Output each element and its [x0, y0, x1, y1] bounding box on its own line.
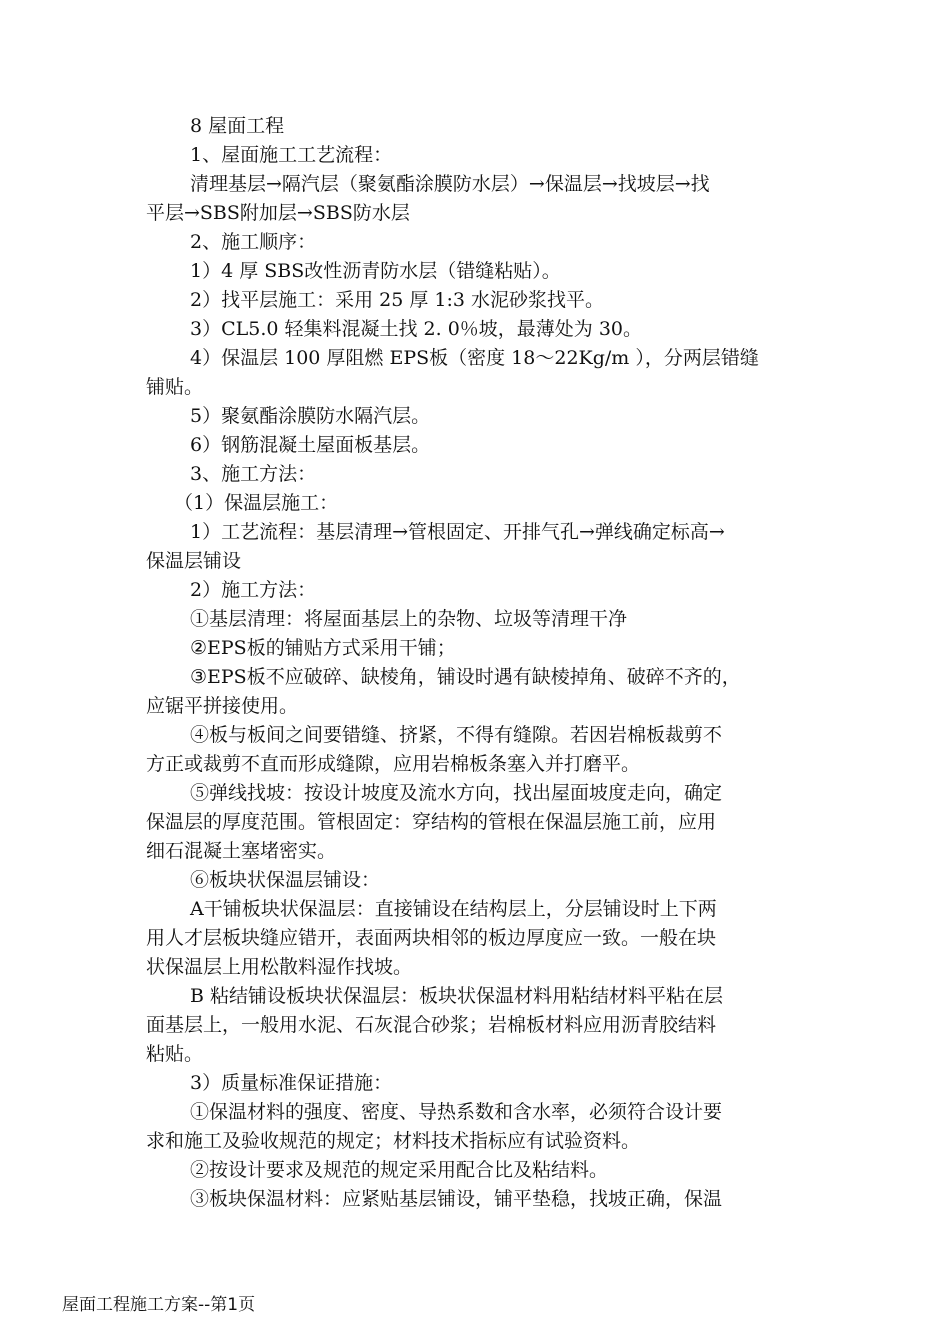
text-line: 1）工艺流程：基层清理→管根固定、开排气孔→弹线确定标高→ [190, 521, 725, 543]
text-line: A干铺板块状保温层：直接铺设在结构层上，分层铺设时上下两 [190, 898, 717, 920]
text-line: 应锯平拼接使用。 [146, 695, 299, 717]
text-line: ③EPS板不应破碎、缺棱角，铺设时遇有缺棱掉角、破碎不齐的， [190, 666, 741, 688]
text-line: 细石混凝土塞堵密实。 [146, 840, 337, 862]
text-line: 用人才层板块缝应错开，表面两块相邻的板边厚度应一致。一般在块 [146, 927, 717, 949]
text-line: 1）4 厚 SBS改性沥青防水层（错缝粘贴）。 [190, 260, 561, 282]
text-line: 5）聚氨酯涂膜防水隔汽层。 [190, 405, 431, 427]
text-line: 6）钢筋混凝土屋面板基层。 [190, 434, 431, 456]
text-line: ②EPS板的铺贴方式采用干铺； [190, 637, 456, 659]
text-line: ⑥板块状保温层铺设： [190, 869, 381, 891]
text-line: 平层→SBS附加层→SBS防水层 [146, 202, 410, 224]
text-line: 粘贴。 [146, 1043, 204, 1065]
text-line: ④板与板间之间要错缝、挤紧，不得有缝隙。若因岩棉板裁剪不 [190, 724, 723, 746]
subheading: 1、屋面施工工艺流程： [190, 144, 393, 166]
text-line: 保温层的厚度范围。管根固定：穿结构的管根在保温层施工前，应用 [146, 811, 717, 833]
text-line: 2）找平层施工：采用 25 厚 1:3 水泥砂浆找平。 [190, 289, 605, 311]
text-line: 3）CL5.0 轻集料混凝土找 2. 0％坡，最薄处为 30。 [190, 318, 643, 340]
section-heading: 8 屋面工程 [190, 115, 285, 137]
text-line: 4）保温层 100 厚阻燃 EPS板（密度 18～22Kg/m ），分两层错缝 [190, 347, 759, 369]
text-line: ③板块保温材料：应紧贴基层铺设，铺平垫稳，找坡正确，保温 [190, 1188, 723, 1210]
subheading: 2、施工顺序： [190, 231, 317, 253]
subheading: 2）施工方法： [190, 579, 317, 601]
text-line: 铺贴。 [146, 376, 204, 398]
text-line: 保温层铺设 [146, 550, 242, 572]
text-line: 方正或裁剪不直而形成缝隙，应用岩棉板条塞入并打磨平。 [146, 753, 641, 775]
subheading: 3）质量标准保证措施： [190, 1072, 393, 1094]
text-line: ②按设计要求及规范的规定采用配合比及粘结料。 [190, 1159, 609, 1181]
subheading: 3、施工方法： [190, 463, 317, 485]
text-line: 求和施工及验收规范的规定；材料技术指标应有试验资料。 [146, 1130, 641, 1152]
text-line: B 粘结铺设板块状保温层：板块状保温材料用粘结材料平粘在层 [190, 985, 724, 1007]
text-line: ⑤弹线找坡：按设计坡度及流水方向，找出屋面坡度走向，确定 [190, 782, 723, 804]
subheading: （1）保温层施工： [174, 492, 339, 514]
text-line: ①基层清理：将屋面基层上的杂物、垃圾等清理干净 [190, 608, 628, 630]
document-body [146, 112, 810, 1214]
text-line: 状保温层上用松散料湿作找坡。 [146, 956, 413, 978]
text-line: ①保温材料的强度、密度、导热系数和含水率，必须符合设计要 [190, 1101, 723, 1123]
text-line: 清理基层→隔汽层（聚氨酯涂膜防水层）→保温层→找坡层→找 [190, 173, 710, 195]
text-line: 面基层上，一般用水泥、石灰混合砂浆；岩棉板材料应用沥青胶结料 [146, 1014, 717, 1036]
page-footer: 屋面工程施工方案--第1页 [62, 1295, 256, 1315]
